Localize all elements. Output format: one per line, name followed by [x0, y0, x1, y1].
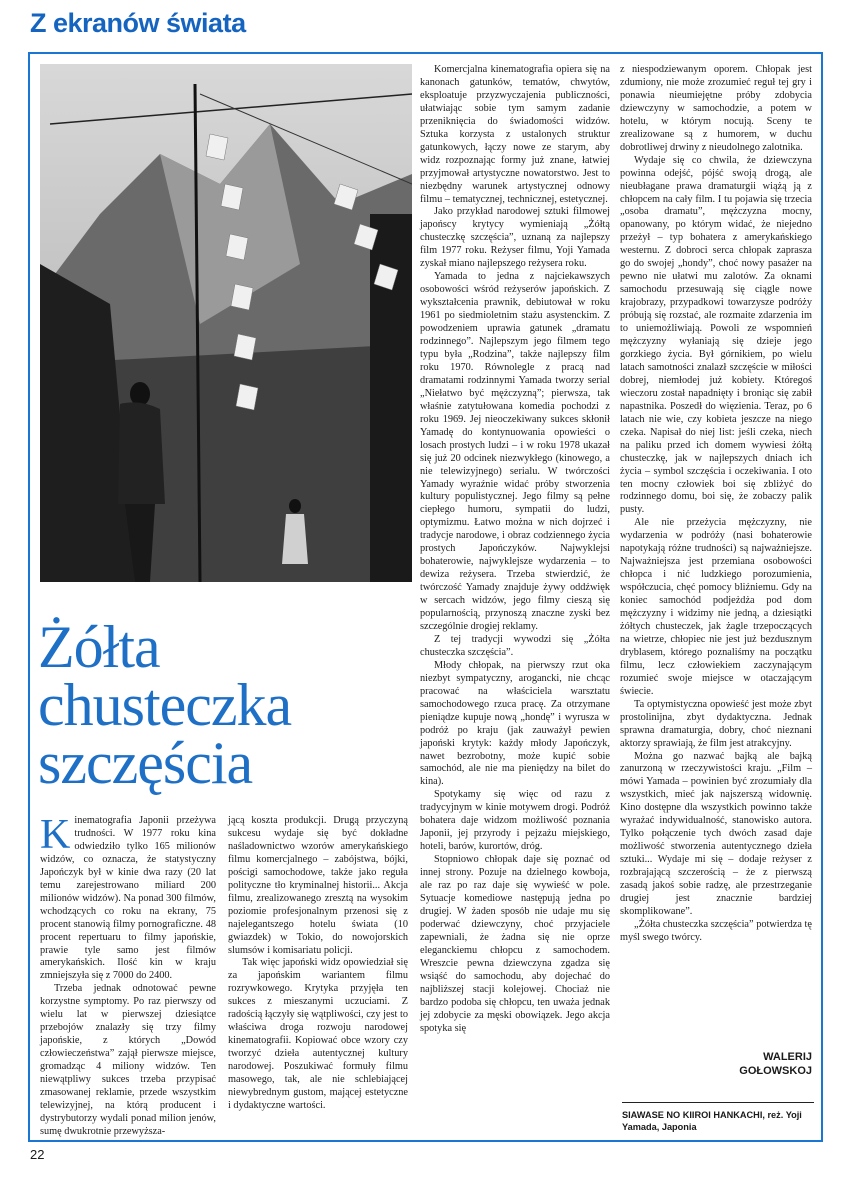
author-name — [700, 1050, 812, 1078]
title-line-1: Żółta — [38, 614, 160, 680]
text-column-4 — [620, 64, 812, 945]
text-column-2 — [228, 815, 408, 1113]
paragraph: Młody chłopak, na pierwszy rzut oka niezbyt sympatyczny, arogancki, nie chcąc pracować na właściciela warsztatu samochodowego rzuca pracę. Za otrzymane pieniądze kupuje nową „hondę” i wyrusza w podróż po kraju (jak zauważył pewien japoński krytyk: każdy młody Japończyk, nawet bezrobotny, może kupić sobie samochód, ale nie ma pieniędzy na bilet do kina). — [420, 659, 610, 788]
paragraph: Tak więc japoński widz opowiedział się za japońskim wariantem filmu rozrywkowego. Krytyka przyjęła ten sukces z mieszanymi uczuciami. Z radością łączyły się wątpliwości, czy jest to właściwa droga rozwoju narodowej kinematografii. Kopiować obce wzory czy tworzyć dzieła autentycznej kultury narodowej. Poszukiwać formuły filmu masowego, tak, ale nie schlebiającej niewybrednym gustom, mającej estetyczne i dydaktyczne wartości. — [228, 957, 408, 1111]
paragraph: Spotykamy się więc od razu z tradycyjnym w kinie motywem drogi. Podróż bohatera daje widzom możliwość poznania Japonii, jej przyrody i pejzażu miejskiego, hoteli, barów, kurortów, dróg. — [420, 789, 610, 853]
paragraph: Ale nie przeżycia mężczyzny, nie wydarzenia w podróży (nasi bohaterowie napotykają różne trudności) są najważniejsze. Najważniejsza jest przemiana osobowości chłopca i nić ludzkiego porozumienia, współczucia, chęć pomocy bliźniemu. Gdy na koniec samochód podjeżdża pod dom mężczyzny i widzimy nie jedną, a dziesiątki żółtych chusteczek, jak żagle trzepoczących na wietrze, chłopiec nie jest już bezdusznym dryblasem, którego poznaliśmy na początku filmu, lecz człowiekiem zaczynającym rozumieć swoje miejsce w otaczającym świecie. — [620, 517, 812, 697]
paragraph: Yamada to jedna z najciekawszych osobowości wśród reżyserów japońskich. Z wykształcenia prawnik, debiutował w roku 1961 po siedmioletnim stażu asystenckim. Z powodzeniem uprawia gatunek „dramatu rodzinnego”. Najlepszym jego filmem tego typu była „Rodzina”, także najlepszy film roku 1970. Równolegle z pracą nad dramatami rodzinnymi Yamada tworzy serial „Niełatwo być mężczyzną”; pierwsza, tak właśnie zatytułowana komedia pochodzi z roku 1969. Jej nieoczekiwany sukces skłonił Yamadę do kontynuowania opowieści o losach prostych ludzi – i w roku 1978 ukazał się już 20 odcinek niezwykłego (kinowego, a nie telewizyjnego) serialu. W twórczości Yamady wyraźnie widać próby stworzenia kultury populistycznej. Jego filmy są pełne ciepłego humoru, sympatii do ludzi, optymizmu. Łatwo można w nich dojrzeć i tradycje narodowe, i obraz codziennego życia prostych Japończyków. Najwyklejsi bohaterowie, najwyklejsze wydarzenia – to dewiza reżysera. Trzeba stwierdzić, że twórczość Yamady znajduje żywy oddźwięk w sercach widzów, jego filmy cieszą się popularnością, przynoszą znaczne zyski bez szczególnie drogiej reklamy. — [420, 271, 610, 632]
section-heading: Z ekranów świata — [30, 8, 246, 38]
paragraph: Stopniowo chłopak daje się poznać od innej strony. Pozuje na dzielnego kowboja, ale raz po raz daje się wywieść w pole. Sytuacje komediowe następują jedna po drugiej. W żaden sposób nie udaje mu się poderwać dziewczyny, choć przyjaciele zapewniali, że żadna się nie oprze eleganckiemu chłopcu z samochodem. Wreszcie pewna dziewczyna zgadza się wsiąść do samochodu, aby dojechać do najbliższej stacji kolejowej. Chociaż nie bardzo podoba się chłopcu, ten uważa jednak jej zdobycie za męski obowiązek. Jego akcja spotyka się — [420, 854, 610, 1034]
paragraph: „Żółta chusteczka szczęścia” potwierdza tę myśl swego twórcy. — [620, 918, 812, 943]
film-credit: SIAWASE NO KIIROI HANKACHI, reż. Yoji Yamada, Japonia — [622, 1102, 814, 1133]
title-line-3: szczęścia — [38, 730, 253, 796]
film-still-illustration — [40, 64, 412, 582]
paragraph: Z tej tradycji wywodzi się „Żółta chusteczka szczęścia”. — [420, 633, 610, 658]
author-first-name: WALERIJ — [763, 1051, 812, 1063]
paragraph: Jako przykład narodowej sztuki filmowej japońscy krytycy wymieniają „Żółtą chusteczkę szczęścia”, uznaną za najlepszy film 1977 roku. Reżyser filmu, Yoji Yamada zyskał miano najlepszego reżysera roku. — [420, 206, 610, 270]
paragraph: Komercjalna kinematografia opiera się na kanonach gatunków, tematów, chwytów, eksploatuje przyzwyczajenia publiczności, ułatwiając sobie tym samym zadanie przeniknięcia do świadomości widzów. Sztuka korzysta z ustalonych struktur gatunkowych, łączy nowe ze starym, aby widz rozpoznając formy już znane, łatwiej przyjmował artystyczne nowatorstwo. Jest to niezbędny warunek artystycznej odnowy filmu – tematycznej, technicznej, estetycznej. — [420, 64, 610, 205]
author-last-name: GOŁOWSKOJ — [739, 1065, 812, 1077]
article-title — [38, 614, 418, 796]
paragraph: jącą koszta produkcji. Drugą przyczyną sukcesu wydaje się być dokładne naśladownictwo wzorów amerykańskiego filmu komercjalnego – zabójstwa, bójki, pościgi samochodowe, także jako reguła polityczne tło kryminalnej historii... Akcja filmu, zrealizowanego zresztą na wysokim poziomie profesjonalnym przenosi się z najelegantszego hotelu świata (10 gwiazdek) w Tokio, do nowojorskich slumsów i komisariatu policji. — [228, 815, 408, 956]
drop-cap: K — [40, 812, 71, 858]
paragraph: Kinematografia Japonii przeżywa trudności. W 1977 roku kina odwiedziło tylko 165 milionów widzów, co oznacza, że statystyczny Japończyk był w kinie dwa razy (20 lat temu zarejestrowano miliard 200 milionów widzów). Na ponad 300 filmów, wchodzących co roku na ekrany, 75 procent stanowią filmy pornograficzne. 48 procent repertuaru to filmy japońskie, prawie tyle samo jest filmów amerykańskich. Ilość kin w kraju zmniejszyła się z 7000 do 2400. — [40, 812, 216, 982]
paragraph: Ta optymistyczna opowieść jest może zbyt prostolinijna, zbyt dydaktyczna. Jednak sprawna dramaturgia, dobry, choć nieznani aktorzy sprawiają, że film jest atrakcyjny. — [620, 698, 812, 749]
text-column-1 — [40, 812, 216, 1139]
paragraph: Trzeba jednak odnotować pewne korzystne symptomy. Po raz pierwszy od wielu lat w pierwszej dziesiątce przebojów znalazły się trzy filmy japońskie, z których „Dowód człowieczeństwa” zajął pierwsze miejsce, gromadząc 4 miliony widzów. Ten niewątpliwy sukces trzeba przypisać zmasowanej reklamie, przede wszystkim telewizyjnej, na którą producent i dystrybutorzy wydali ponad milion jenów, sumę dwukrotnie przewyższa- — [40, 983, 216, 1137]
film-still-photo — [40, 64, 412, 582]
paragraph: Można go nazwać bajką ale bajką zanurzoną w rzeczywistości kraju. „Film – mówi Yamada – powinien być zrozumiały dla wszystkich, mieć jak najszerszą widownię. Kino dostępne dla wszystkich powinno także wyrażać indywidualność, stanowisko autora. Tylko połączenie tych dwóch zasad daje możliwość stworzenia autentycznego dzieła sztuki... Wydaje mi się – dodaje reżyser z rozbrajającą szczerością – że z pierwszą zasadą jakoś sobie radzę, ale przestrzeganie drugiej jest znacznie bardziej skomplikowane”. — [620, 750, 812, 917]
paragraph: z niespodziewanym oporem. Chłopak jest zdumiony, nie może zrozumieć reguł tej gry i ponawia nieumiejętne próby zdobycia dziewczyny w samochodzie, a potem w hotelu, w którym nocują. Sceny te zrealizowane są z humorem, w duchu dobrotliwej drwiny z nieudolnego zalotnika. — [620, 64, 812, 153]
title-line-2: chusteczka — [38, 672, 292, 738]
paragraph: Wydaje się co chwila, że dziewczyna powinna odejść, pójść swoją drogą, ale nieubłagane prawa dramaturgii wiążą ją z chłopcem na cały film. I tu pojawia się trzecia „osoba dramatu”, mężczyzna mocny, opanowany, po którym widać, że niejedno przeżył – typ bohatera z amerykańskiego westernu. Z dobroci serca chłopak zaprasza go do swojej „hondy”, choć nowy pasażer na pewno nie ułatwi mu zalotów. Za oknami samochodu przesuwają się ciągle nowe krajobrazy, przypadkowi towarzysze podróży próbują się rozstać, ale rozmaite zdarzenia im to uniemożliwiają. Powoli ze wspomnień mężczyzny wyłaniają się dzieje jego gorzkiego życia. Był górnikiem, po wielu latach samotności znalazł szczęście w miłości dobrej, niemłodej już kobiety. Któregoś wieczoru został napadnięty i broniąc się zabił napastnika. Poszedł do więzienia. Teraz, po 6 latach nie wie, czy kobieta jeszcze na niego czeka. Napisał do niej list: jeśli czeka, niech na paliku przed ich domem wywiesi żółtą chusteczkę, jak w najlepszych dniach ich życia – symbol szczęścia i oczekiwania. I oto ten mocny człowiek boi się zbliżyć do rodzinnego domu, boi się, że zobaczy palik pusty. — [620, 154, 812, 516]
page-number: 22 — [30, 1147, 45, 1162]
text-column-3 — [420, 64, 610, 1035]
